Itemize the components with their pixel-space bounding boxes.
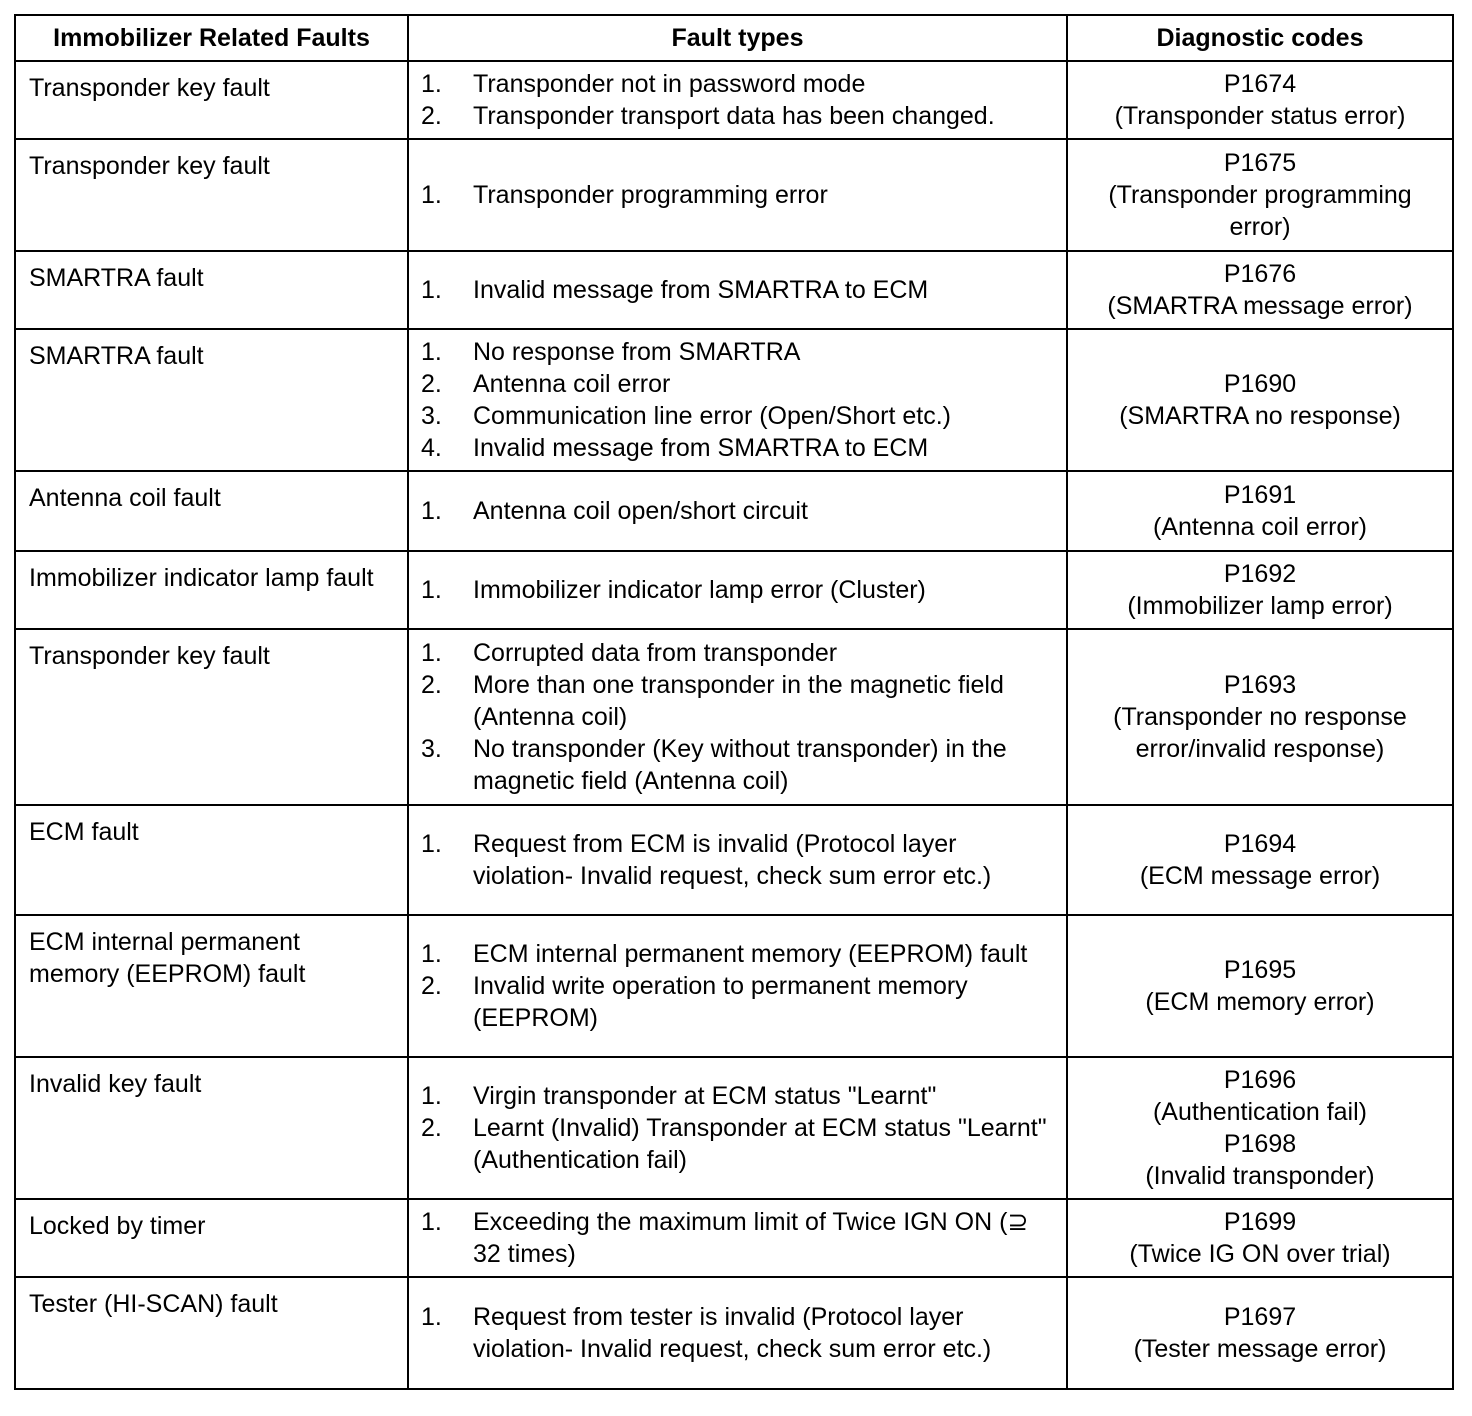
fault-type-number: 4. [421, 434, 442, 462]
fault-types-cell [408, 1057, 1067, 1199]
fault-name-cell: Transponder key fault [15, 61, 408, 139]
fault-type-text: Antenna coil error [473, 370, 671, 398]
fault-type-text: ECM internal permanent memory (EEPROM) fault [473, 940, 1028, 968]
fault-type-list [421, 828, 1056, 892]
header-fault-types: Fault types [408, 15, 1067, 61]
fault-type-list [421, 274, 1056, 306]
diagnostic-code-cell [1067, 915, 1453, 1057]
fault-type-item [421, 1112, 1056, 1176]
fault-types-cell [408, 471, 1067, 551]
fault-type-number: 1. [421, 639, 442, 667]
header-related-faults: Immobilizer Related Faults [15, 15, 408, 61]
fault-type-item [421, 336, 1056, 368]
fault-name-cell: Immobilizer indicator lamp fault [15, 551, 408, 629]
header-row [15, 15, 1453, 61]
fault-type-text: Virgin transponder at ECM status "Learnt" [473, 1082, 937, 1110]
diagnostic-code: P1694 [1223, 830, 1297, 858]
diagnostic-code: P1674 [1223, 70, 1297, 98]
table-row [15, 1057, 1453, 1199]
fault-type-text: Learnt (Invalid) Transponder at ECM status "Learnt"(Authentication fail) [473, 1114, 1047, 1174]
fault-type-number: 2. [421, 370, 442, 398]
fault-types-cell [408, 1199, 1067, 1277]
fault-type-text: No response from SMARTRA [473, 338, 801, 366]
fault-type-item [421, 637, 1056, 669]
fault-type-text: Transponder not in password mode [473, 70, 866, 98]
fault-type-number: 1. [421, 1082, 442, 1110]
diagnostic-code-cell [1067, 471, 1453, 551]
fault-type-number: 2. [421, 102, 442, 130]
fault-type-item [421, 432, 1056, 464]
diagnostic-code-description: (Authentication fail) [1152, 1098, 1367, 1126]
fault-type-number: 1. [421, 940, 442, 968]
fault-type-text: More than one transponder in the magnetic field (Antenna coil) [473, 671, 1004, 731]
fault-type-text: Invalid write operation to permanent memory (EEPROM) [473, 972, 968, 1032]
table-row [15, 251, 1453, 329]
fault-name-cell: Locked by timer [15, 1199, 408, 1277]
fault-type-text: No transponder (Key without transponder) in the magnetic field (Antenna coil) [473, 735, 1007, 795]
diagnostic-code-cell [1067, 139, 1453, 251]
table-row [15, 551, 1453, 629]
fault-type-item [421, 938, 1056, 970]
fault-type-number: 1. [421, 497, 442, 525]
fault-type-item [421, 1301, 1056, 1365]
fault-type-list [421, 495, 1056, 527]
fault-type-number: 3. [421, 735, 442, 763]
table-row [15, 61, 1453, 139]
fault-type-list [421, 179, 1056, 211]
table-row [15, 629, 1453, 805]
fault-type-text: Immobilizer indicator lamp error (Cluster) [473, 576, 926, 604]
fault-type-item [421, 368, 1056, 400]
fault-type-number: 1. [421, 338, 442, 366]
fault-type-list [421, 574, 1056, 606]
fault-type-item [421, 400, 1056, 432]
diagnostic-code-description: (SMARTRA message error) [1107, 292, 1413, 320]
fault-type-list [421, 1080, 1056, 1176]
fault-type-item [421, 828, 1056, 892]
diagnostic-code: P1695 [1223, 956, 1297, 984]
table-row [15, 139, 1453, 251]
fault-name-cell: ECM fault [15, 805, 408, 915]
fault-type-item [421, 274, 1056, 306]
fault-name-cell: ECM internal permanent memory (EEPROM) fault [15, 915, 408, 1057]
diagnostic-code: P1698 [1223, 1130, 1297, 1158]
fault-types-cell [408, 329, 1067, 471]
fault-type-number: 3. [421, 402, 442, 430]
fault-type-item [421, 733, 1056, 797]
fault-type-number: 1. [421, 576, 442, 604]
fault-types-cell [408, 1277, 1067, 1389]
diagnostic-code-description: (ECM message error) [1139, 862, 1381, 890]
fault-type-item [421, 1080, 1056, 1112]
fault-types-cell [408, 551, 1067, 629]
fault-types-cell [408, 915, 1067, 1057]
table-row [15, 805, 1453, 915]
fault-type-item [421, 179, 1056, 211]
diagnostic-code-description: (Transponder status error) [1114, 102, 1406, 130]
fault-type-text: Transponder transport data has been changed. [473, 102, 995, 130]
fault-type-item [421, 574, 1056, 606]
fault-types-cell [408, 805, 1067, 915]
diagnostic-code-description: (Antenna coil error) [1153, 513, 1367, 541]
fault-type-item [421, 1206, 1056, 1270]
fault-type-number: 1. [421, 181, 442, 209]
table-row [15, 329, 1453, 471]
diagnostic-code-description: (Tester message error) [1133, 1335, 1387, 1363]
diagnostic-code: P1696 [1223, 1066, 1297, 1094]
fault-type-text: Request from tester is invalid (Protocol layer violation- Invalid request, check sum error etc.) [473, 1303, 992, 1363]
fault-name-cell: Transponder key fault [15, 629, 408, 805]
fault-type-item [421, 970, 1056, 1034]
table-row [15, 1277, 1453, 1389]
diagnostic-code-cell [1067, 329, 1453, 471]
fault-type-list [421, 637, 1056, 797]
diagnostic-code-cell [1067, 1199, 1453, 1277]
diagnostic-code: P1699 [1223, 1208, 1297, 1236]
fault-type-number: 1. [421, 276, 442, 304]
diagnostic-code-description: (Transponder no response error/invalid response) [1113, 703, 1407, 763]
diagnostic-code-cell [1067, 805, 1453, 915]
fault-type-item [421, 100, 1056, 132]
diagnostic-code-cell [1067, 1277, 1453, 1389]
fault-types-cell [408, 139, 1067, 251]
fault-name-cell: Transponder key fault [15, 139, 408, 251]
table-row [15, 471, 1453, 551]
header-diagnostic-codes: Diagnostic codes [1067, 15, 1453, 61]
diagnostic-code: P1692 [1223, 560, 1297, 588]
diagnostic-code: P1690 [1223, 370, 1297, 398]
fault-type-list [421, 68, 1056, 132]
fault-type-text: Invalid message from SMARTRA to ECM [473, 434, 929, 462]
fault-types-cell [408, 629, 1067, 805]
immobilizer-fault-table [14, 14, 1454, 1390]
fault-rows [15, 61, 1453, 1389]
immobilizer-fault-table-page [14, 14, 1452, 1390]
diagnostic-code: P1697 [1223, 1303, 1297, 1331]
diagnostic-code-description: (Immobilizer lamp error) [1127, 592, 1393, 620]
table-row [15, 915, 1453, 1057]
fault-types-cell [408, 251, 1067, 329]
fault-type-text: Antenna coil open/short circuit [473, 497, 808, 525]
fault-types-cell [408, 61, 1067, 139]
diagnostic-code-cell [1067, 1057, 1453, 1199]
fault-type-number: 1. [421, 830, 442, 858]
fault-type-number: 2. [421, 972, 442, 1000]
diagnostic-code-cell [1067, 61, 1453, 139]
fault-type-number: 1. [421, 1208, 442, 1236]
fault-type-text: Communication line error (Open/Short etc.) [473, 402, 951, 430]
diagnostic-code: P1675 [1223, 149, 1297, 177]
fault-name-cell: Tester (HI-SCAN) fault [15, 1277, 408, 1389]
diagnostic-code: P1693 [1223, 671, 1297, 699]
fault-name-cell: SMARTRA fault [15, 251, 408, 329]
fault-type-text: Transponder programming error [473, 181, 828, 209]
fault-type-item [421, 68, 1056, 100]
diagnostic-code: P1676 [1223, 260, 1297, 288]
fault-type-list [421, 336, 1056, 464]
diagnostic-code-description: (SMARTRA no response) [1119, 402, 1401, 430]
diagnostic-code-cell [1067, 251, 1453, 329]
fault-type-text: Invalid message from SMARTRA to ECM [473, 276, 929, 304]
fault-type-item [421, 495, 1056, 527]
fault-type-text: Exceeding the maximum limit of Twice IGN ON (⊇ 32 times) [473, 1208, 1029, 1268]
fault-type-text: Request from ECM is invalid (Protocol layer violation- Invalid request, check sum error etc.) [473, 830, 992, 890]
fault-type-item [421, 669, 1056, 733]
table-row [15, 1199, 1453, 1277]
diagnostic-code-cell [1067, 551, 1453, 629]
fault-type-text: Corrupted data from transponder [473, 639, 838, 667]
fault-type-list [421, 1301, 1056, 1365]
fault-type-number: 1. [421, 70, 442, 98]
diagnostic-code-description: (Transponder programming error) [1108, 181, 1412, 241]
diagnostic-code-description: (Invalid transponder) [1145, 1162, 1375, 1190]
fault-type-number: 2. [421, 671, 442, 699]
diagnostic-code-description: (ECM memory error) [1145, 988, 1375, 1016]
fault-name-cell: Antenna coil fault [15, 471, 408, 551]
diagnostic-code-cell [1067, 629, 1453, 805]
fault-type-list [421, 938, 1056, 1034]
fault-type-list [421, 1206, 1056, 1270]
fault-type-number: 2. [421, 1114, 442, 1142]
fault-type-number: 1. [421, 1303, 442, 1331]
fault-name-cell: SMARTRA fault [15, 329, 408, 471]
diagnostic-code-description: (Twice IG ON over trial) [1129, 1240, 1391, 1268]
fault-name-cell: Invalid key fault [15, 1057, 408, 1199]
diagnostic-code: P1691 [1223, 481, 1297, 509]
